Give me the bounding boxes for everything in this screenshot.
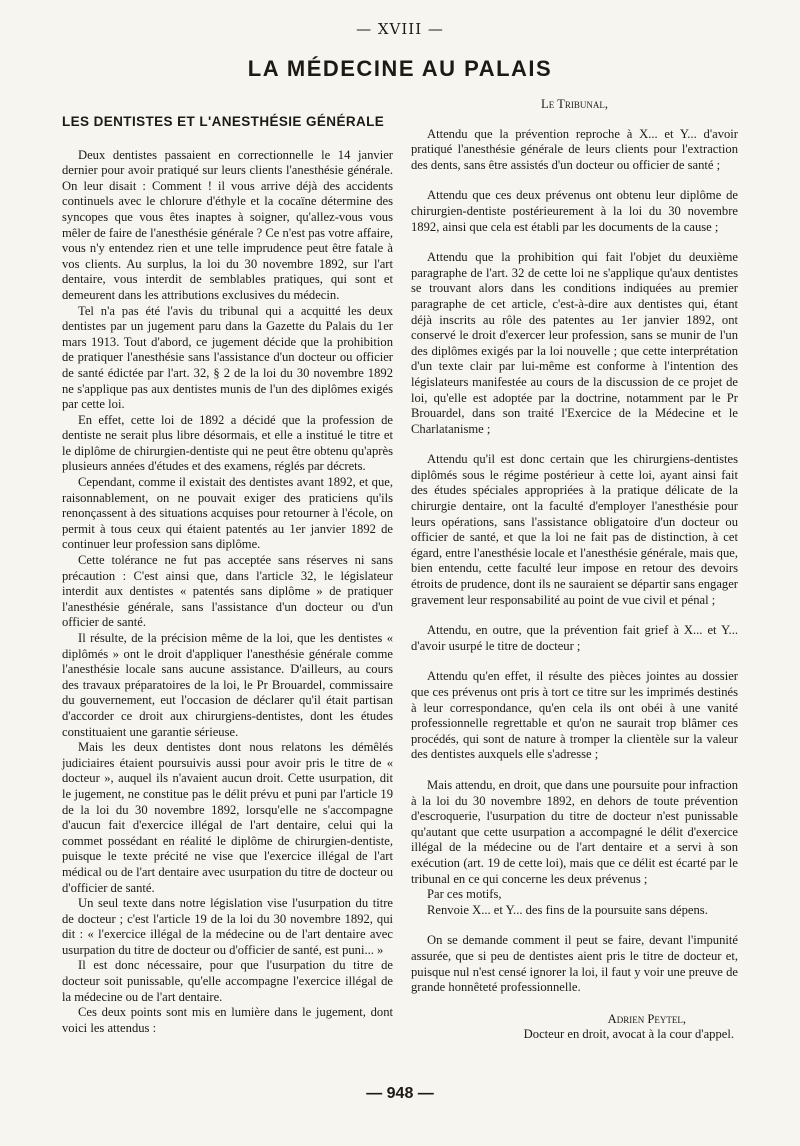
- article-title: LES DENTISTES ET L'ANESTHÉSIE GÉNÉRALE: [62, 114, 385, 129]
- page-title: LA MÉDECINE AU PALAIS: [247, 56, 553, 81]
- left-paragraph: Cette tolérance ne fut pas acceptée sans réserves ni sans précaution : C'est ainsi que, dans l'article 32, le législateur interdit aux dentistes « patentés sans diplôme » de pratiquer l'anesthésie générale, sans l'assistance d'un docteur ou d'un officier de santé.: [62, 553, 393, 630]
- closing-paragraph: On se demande comment il peut se faire, devant l'impunité assurée, que si peu de dentistes aient pris le titre de docteur et, puisque nul n'est censé ignorer la loi, il faut y voir une preuve de grande honnêteté professionnelle.: [411, 933, 738, 995]
- motifs-line: Par ces motifs,: [427, 887, 502, 902]
- ruling-line: Renvoie X... et Y... des fins de la poursuite sans dépens.: [427, 902, 708, 917]
- left-paragraph: Ces deux points sont mis en lumière dans le jugement, dont voici les attendus :: [62, 1005, 393, 1035]
- attendu-paragraph: Attendu que la prévention reproche à X... et Y... d'avoir pratiqué l'anesthésie générale de leurs clients pour l'extraction des dents, sans être assistés d'un docteur ou officier de santé ;: [411, 126, 738, 172]
- left-paragraph: Il est donc nécessaire, pour que l'usurpation du titre de docteur soit punissable, qu'elle accompagne l'exercice illégal de la médecine ou de l'art dentaire.: [62, 958, 393, 1004]
- attendu-paragraph: Mais attendu, en droit, que dans une poursuite pour infraction à la loi du 30 novembre 1892, en dehors de toute prévention d'escroquerie, l'usurpation du titre de docteur n'est punissable qu'autant que cette usurpation a accompagné le délit d'exercice illégal de la médecine ou de l'art dentaire et a servi à son exécution (art. 19 de cette loi), mais que ce délit est écarté par le tribunal en ce qui concerne les deux prévenus ;: [411, 777, 738, 886]
- left-paragraph: Mais les deux dentistes dont nous relatons les démêlés judiciaires étaient poursuivis aussi pour avoir pris le titre de « docteur », auquel ils n'avaient aucun droit. Cette usurpation, dit le jugement, ne constitue pas le délit prévu et puni par l'article 19 de la loi du 30 novembre 1892, lorsqu'elle ne s'accompagne d'aucun fait d'exercice illégal de l'art dentaire, celui qui la commet possédant en réalité le diplôme de chirurgien-dentiste, puisque le texte précité ne vise que l'exercice illégal de l'art médical ou de l'art dentaire avec usurpation du titre de docteur ou d'officier de santé.: [62, 740, 393, 895]
- left-paragraph: Deux dentistes passaient en correctionnelle le 14 janvier dernier pour avoir pratiqué sur leurs clients l'anesthésie générale. On leur disait : Comment ! il vous arrive déjà des accidents continuels avec le chlorure d'éthyle et la cocaïne détermine des syncopes que vous êtes inaptes à soigner, qu'allez-vous vous mêler de faire de l'anesthésie générale ? Ce n'est pas votre affaire, vous n'y entendez rien et une telle imprudence peut être fatale à vos clients. Au surplus, la loi du 30 novembre 1892, sur l'art dentaire, vous interdit de semblables pratiques, qui sont et demeurent dans les attributions exclusives du médecin.: [62, 147, 393, 302]
- attendu-paragraph: Attendu qu'en effet, il résulte des pièces jointes au dossier que ces prévenus ont pris à tort ce titre sur les imprimés destinés à leur correspondance, qu'en cela ils ont obéi à une vanité professionnelle regrettable et qu'on ne saurait trop blâmer ces procédés, qui sont de nature à tromper la clientèle sur la valeur des dentistes auxquels elle s'adresse ;: [411, 669, 738, 762]
- attendu-paragraph: Attendu que ces deux prévenus ont obtenu leur diplôme de chirurgien-dentiste postérieurement à la loi du 30 novembre 1892, ainsi que cela est établi par les documents de la cause ;: [411, 188, 738, 234]
- left-paragraph: En effet, cette loi de 1892 a décidé que la profession de dentiste ne serait plus libre désormais, et elle a institué le titre et le diplôme de chirurgien-dentiste qui ne peut être obtenu qu'après plusieurs années d'études et des examens, réglés par décrets.: [62, 412, 393, 474]
- attendu-paragraph: Attendu, en outre, que la prévention fait grief à X... et Y... d'avoir usurpé le titre de docteur ;: [411, 623, 738, 653]
- attendu-paragraph: Attendu que la prohibition qui fait l'objet du deuxième paragraphe de l'art. 32 de cette loi ne s'applique qu'aux dentistes se trouvant alors dans les conditions indiquées au premier paragraphe de cet article, c'est-à-dire aux dentistes qui, étant déjà inscrits au rôle des patentes au 1er janvier 1892, ont conservé le droit d'exercer leur profession, sans se munir de l'un des diplômes exigés par la loi nouvelle ; que cette interprétation d'un texte clair par lui-même est conforme à l'intention des législateurs manifestée au cours de la discussion de ce projet de loi, qu'elle est adoptée par la doctrine, notamment par le Pr Brouardel, dans son traité l'Exercice de la Médecine et le Charlatanisme ;: [411, 250, 738, 436]
- author-title: Docteur en droit, avocat à la cour d'appel.: [523, 1027, 734, 1042]
- left-paragraph: Un seul texte dans notre législation vise l'usurpation du titre de docteur ; c'est l'article 19 de la loi du 30 novembre 1892, qui dit : « l'exercice illégal de la médecine ou de l'art dentaire avec usurpation du titre de docteur ou d'officier de santé, est puni... »: [62, 896, 393, 957]
- left-paragraph: Cependant, comme il existait des dentistes avant 1892, et que, raisonnablement, on ne pouvait exiger des praticiens qu'ils renonçassent à des situations acquises pour retourner à l'école, on permit à tous ceux qui étaient patentés au 1er janvier 1892 de continuer leur profession sans diplôme.: [62, 475, 393, 552]
- author-name: Adrien Peytel,: [607, 1011, 686, 1026]
- left-column: [62, 104, 393, 1036]
- tribunal-heading: Le Tribunal,: [541, 97, 608, 111]
- right-column: [411, 97, 738, 1043]
- left-paragraph: Il résulte, de la précision même de la loi, que les dentistes « diplômés » ont le droit d'appliquer l'anesthésie générale comme l'anesthésie locale sans aucune assistance. D'ailleurs, au cours des travaux préparatoires de la loi, le Pr Brouardel, commissaire du gouvernement, eut l'occasion de déclarer qu'il était partisan d'accorder ce droit aux chirurgiens-dentistes, dont les études constituaient une garantie sérieuse.: [62, 631, 393, 739]
- attendu-paragraph: Attendu qu'il est donc certain que les chirurgiens-dentistes diplômés sous le régime postérieur à cette loi, ayant ainsi fait des études spéciales appropriées à la pratique délicate de la chirurgie dentaire, ont la faculté d'employer l'anesthésie pour leurs opérations, sans l'assistance obligatoire d'un docteur ou officier de santé, et que la loi ne fait pas de distinction, à cet égard, entre l'anesthésie locale et l'anesthésie générale, mais que, bien entendu, cette faculté leur impose en retour des devoirs étroits de prudence, dont ils ne sauraient se départir sans engager gravement leur responsabilité au point de vue civil et pénal ;: [411, 452, 738, 607]
- page-number: — 948 —: [366, 1085, 434, 1102]
- left-paragraph: Tel n'a pas été l'avis du tribunal qui a acquitté les deux dentistes par un jugement paru dans la Gazette du Palais du 1er mars 1913. Tout d'abord, ce jugement décide que la prohibition de pratiquer l'anesthésie sans l'assistance d'un docteur ou officier de santé édictée par l'art. 32, § 2 de la loi du 30 novembre 1892 ne s'applique pas aux dentistes munis de l'un des diplômes exigés par cette loi.: [62, 303, 393, 412]
- roman-page-marker: — XVIII —: [356, 20, 444, 38]
